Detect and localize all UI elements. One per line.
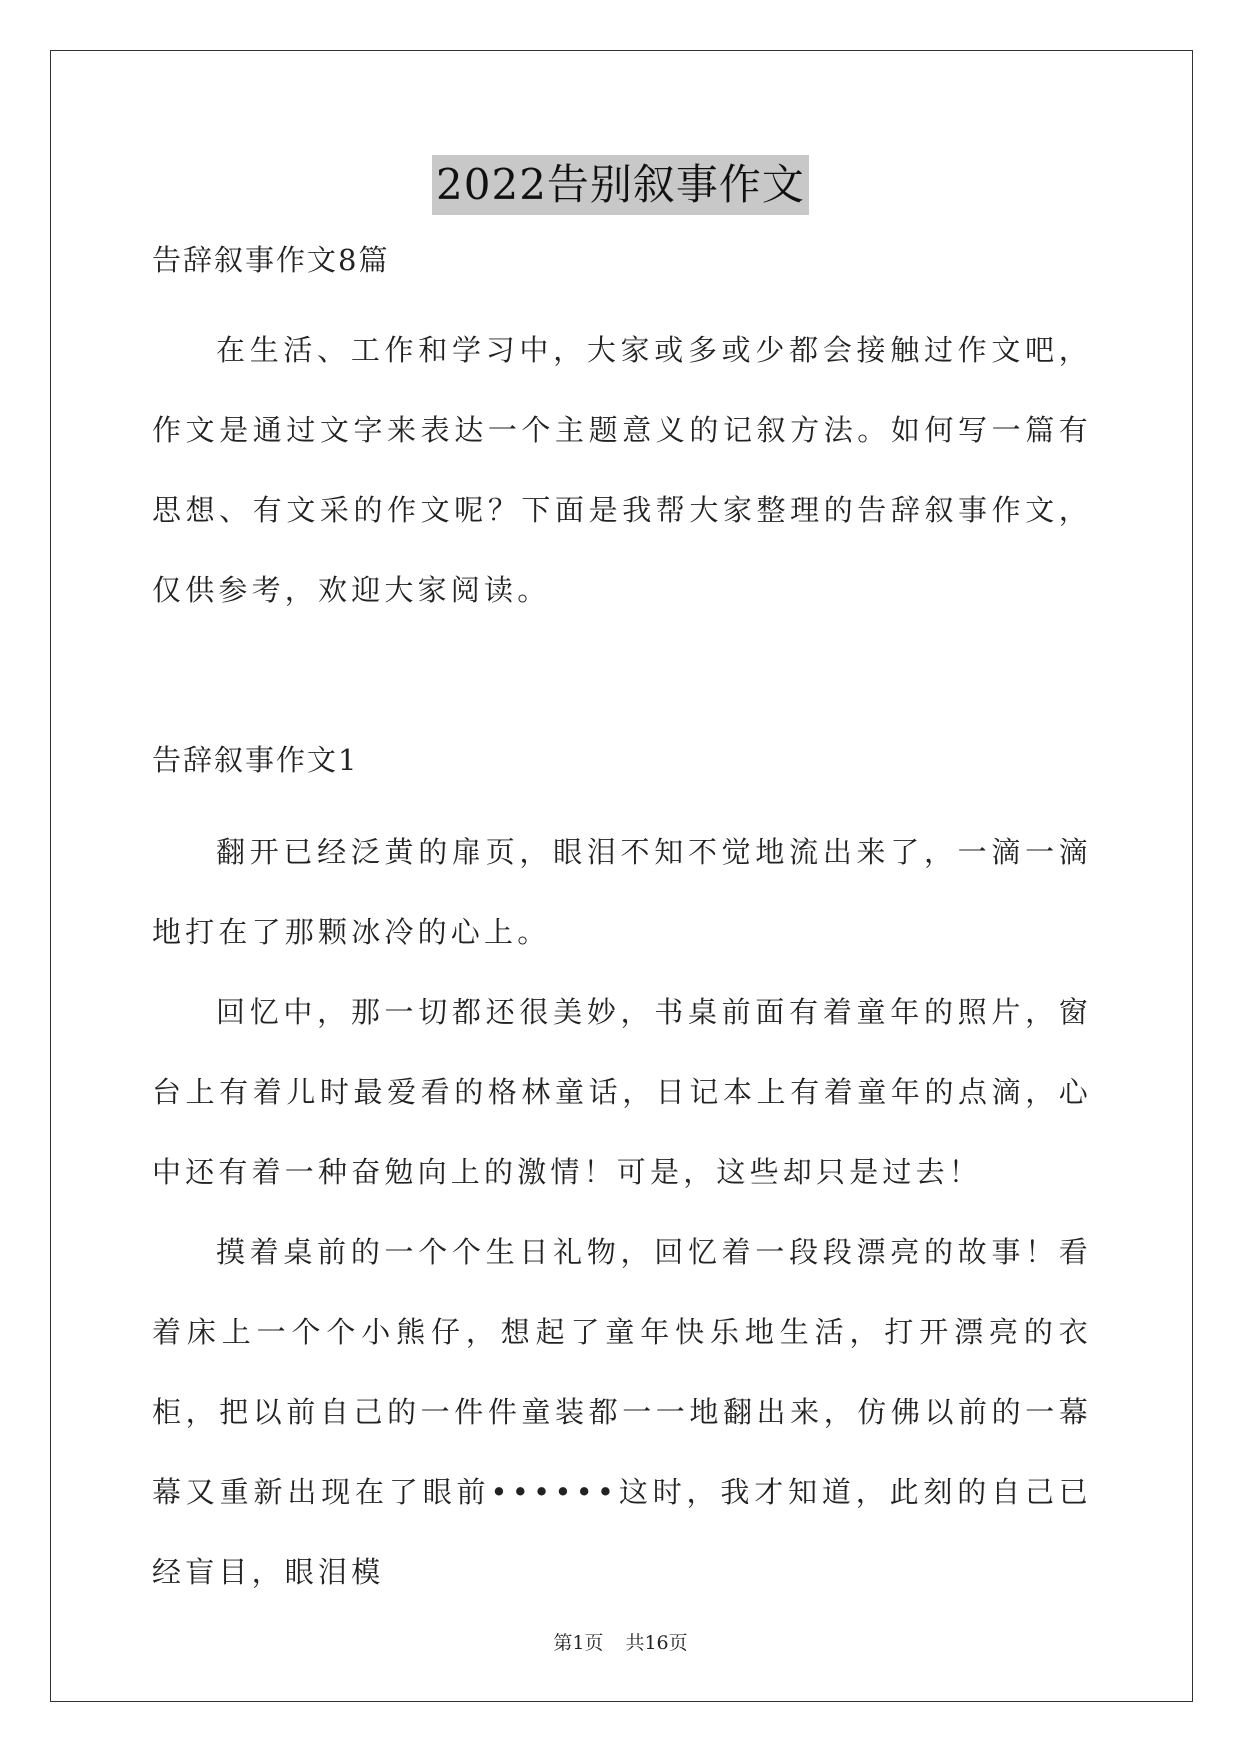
section-heading: 告辞叙事作文1 <box>152 743 359 777</box>
page-footer <box>0 1628 1241 1655</box>
document-title: 2022告别叙事作文 <box>432 155 809 215</box>
page-number: 第1页 <box>553 1632 604 1654</box>
section-paragraph: 翻开已经泛黄的扉页，眼泪不知不觉地流出来了，一滴一滴地打在了那颗冰冷的心上。 <box>152 835 1092 949</box>
page-total: 共16页 <box>625 1632 688 1654</box>
title-container <box>0 155 1241 215</box>
collection-heading: 告辞叙事作文8篇 <box>152 243 390 277</box>
document-body <box>152 240 1092 1612</box>
section-paragraph: 摸着桌前的一个个生日礼物，回忆着一段段漂亮的故事！看着床上一个个小熊仔，想起了童年快乐地生活，打开漂亮的衣柜，把以前自己的一件件童装都一一地翻出来，仿佛以前的一幕幕又重新出现在了眼前••••••这时，我才知道，此刻的自己已经盲目，眼泪模 <box>152 1235 1092 1589</box>
intro-paragraph: 在生活、工作和学习中，大家或多或少都会接触过作文吧，作文是通过文字来表达一个主题意义的记叙方法。如何写一篇有思想、有文采的作文呢？下面是我帮大家整理的告辞叙事作文，仅供参考，欢迎大家阅读。 <box>152 333 1092 607</box>
section-paragraph: 回忆中，那一切都还很美妙，书桌前面有着童年的照片，窗台上有着儿时最爱看的格林童话，日记本上有着童年的点滴，心中还有着一种奋勉向上的激情！可是，这些却只是过去！ <box>152 995 1092 1189</box>
